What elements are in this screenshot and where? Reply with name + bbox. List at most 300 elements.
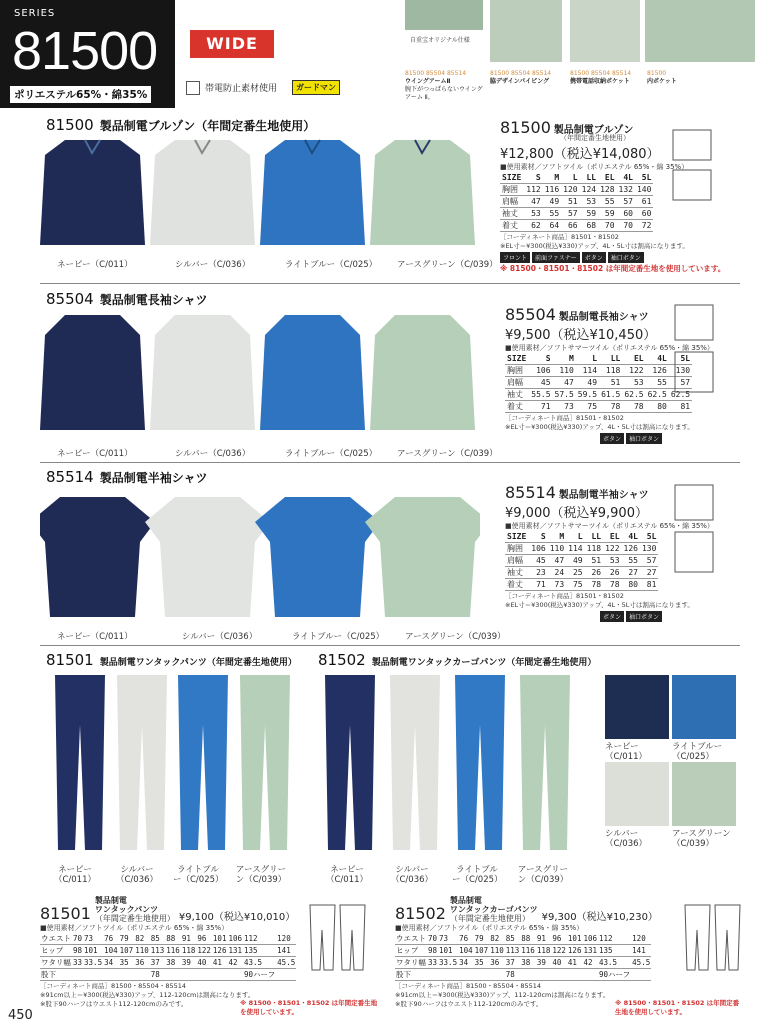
- jacket-size-cell: 47: [524, 195, 542, 207]
- pants-a-info-name2: ワンタックパンツ: [94, 905, 159, 914]
- pants-b-size-cell: 33: [428, 958, 438, 967]
- jacket-title-text: 製品制電ブルゾン（年間定番生地使用）: [99, 119, 316, 133]
- jacket-size-cell: L: [561, 172, 579, 183]
- long-shirt-size-cell: 62.5: [670, 389, 691, 399]
- pants-b-size-cell: [631, 969, 651, 981]
- pants-b-size-cell: [427, 969, 438, 981]
- pants-b-size-cell: 101: [438, 945, 458, 957]
- pants-a-size-cell: 106: [228, 934, 243, 943]
- pants-a-caption-4: アースグリーン（C/039）: [235, 865, 287, 885]
- jacket-size-cell: 55: [543, 207, 561, 219]
- short-shirt-size-cell: 胸囲: [505, 542, 529, 554]
- jacket-photos: [40, 135, 480, 255]
- jacket-size-cell: 61: [635, 195, 653, 207]
- short-shirt-size-cell: 26: [603, 566, 621, 578]
- detail-caption-4: [647, 70, 707, 86]
- jacket-info-price: ¥12,800（税込¥14,080）: [500, 147, 660, 162]
- short-shirt-size-cell: 75: [566, 578, 584, 590]
- long-shirt-note2: ※EL寸＝¥300(税込¥330)アップ、4L・5L寸は割高になります。: [505, 422, 694, 431]
- pants-b-size-cell: 33.5: [439, 958, 458, 967]
- short-shirt-size-table: [505, 531, 658, 591]
- jacket-size-row: [500, 172, 653, 183]
- pants-a-size-cell: [227, 969, 243, 981]
- detail-photo-3: [570, 0, 640, 62]
- short-shirt-size-cell: 49: [566, 554, 584, 566]
- pants-a-size-cell: 112: [243, 933, 276, 945]
- pants-b-size-row: [395, 933, 651, 945]
- jacket-size-cell: 128: [600, 184, 615, 194]
- long-shirt-size-cell: 51: [599, 376, 622, 388]
- pants-b-info-name2: ワンタックカーゴパンツ: [449, 905, 538, 914]
- short-shirt-title-num: 85514: [46, 468, 94, 486]
- pants-a-size-cell: 104: [104, 946, 118, 955]
- long-shirt-info-price: ¥9,500（税込¥10,450）: [505, 328, 657, 343]
- jacket-size-cell: 66: [561, 219, 579, 231]
- jacket-size-cell: 68: [580, 219, 598, 231]
- pants-b-size-cell: [567, 969, 583, 981]
- short-shirt-photos: [40, 492, 480, 622]
- jacket-size-table: [500, 172, 653, 232]
- pants-b-size-cell: ワタリ幅: [396, 958, 426, 967]
- short-shirt-info-price: ¥9,000（税込¥9,900）: [505, 506, 648, 521]
- pants-a-size-row: [40, 933, 296, 945]
- long-shirt-caption-silver: シルバー（C/036）: [175, 449, 251, 459]
- jacket-caption-silver: シルバー（C/036）: [175, 260, 251, 270]
- pants-a-size-cell: 135: [243, 945, 276, 957]
- pants-a-size-cell: [165, 969, 181, 981]
- long-shirt-size-cell: M: [553, 353, 576, 364]
- short-shirt-size-cell: 81: [640, 578, 658, 590]
- short-shirt-info-num: 85514: [505, 483, 556, 502]
- short-shirt-caption-lightblue: ライトブルー（C/025）: [292, 632, 385, 642]
- pants-b-size-cell: 118: [536, 946, 551, 955]
- guardman-text: ガードマン: [296, 83, 337, 92]
- pants-b-caption-1: ネービー（C/011）: [325, 865, 369, 885]
- long-shirt-size-cell: 53: [622, 376, 645, 388]
- pants-b-size-cell: 126: [567, 946, 582, 955]
- pants-b-size-cell: 36: [489, 957, 505, 969]
- jacket-size-cell: 胸囲: [500, 183, 524, 195]
- jacket-size-row: [500, 183, 653, 195]
- swatch-label-lightblue: ライトブルー（C/025）: [672, 742, 723, 762]
- pants-b-info-price: ¥9,300（税込¥10,230）: [541, 912, 658, 923]
- jacket-silver: [150, 140, 255, 245]
- short-shirt-size-cell: 126: [623, 543, 638, 553]
- long-shirt-info: [505, 305, 775, 444]
- long-shirt-size-cell: 61.5: [601, 389, 621, 399]
- long-shirt-size-cell: 130: [669, 364, 692, 376]
- pants-b-size-cell: 120: [631, 933, 651, 945]
- pants-b-size-cell: 43.5: [598, 957, 631, 969]
- detail-caption-3: [570, 70, 645, 86]
- pants-a-size-cell: 107: [119, 946, 134, 955]
- pants-a-size-cell: ワタリ幅: [41, 958, 71, 967]
- pants-a-size-cell: 120: [276, 933, 296, 945]
- pants-b-size-cell: 101: [567, 934, 582, 943]
- short-shirt-size-cell: 71: [529, 578, 547, 590]
- pants-a-info-spec: ■使用素材／ソフトツイル（ポリエステル 65%・綿 35%）: [40, 924, 229, 932]
- jacket-size-row: [500, 207, 653, 219]
- long-shirt-size-row: [505, 400, 692, 412]
- pants-a-size-cell: 141: [276, 945, 296, 957]
- pants-b-info-name: 製品制電: [449, 896, 482, 905]
- pants-b-note2: ※91cm以上＝¥300(税込¥330)アップ、112-120cmは割高になります。: [395, 991, 610, 999]
- pants-a-size-cell: 45.5: [277, 958, 296, 967]
- jacket-size-cell: 64: [543, 219, 561, 231]
- short-shirt-size-cell: L: [566, 531, 584, 542]
- pants-a-size-row: [40, 969, 296, 981]
- detail-top-text: 自重宝オリジナル仕様: [410, 37, 470, 44]
- jacket-tag-3: ボタン: [582, 252, 606, 263]
- pants-b-size-table: [395, 933, 651, 981]
- long-shirt-size-cell: 80: [646, 400, 669, 412]
- pants-b-size-cell: 98: [428, 946, 438, 955]
- pants-b-size-cell: ウエスト: [396, 934, 426, 943]
- pants-a-size-cell: 股下: [40, 969, 72, 981]
- pants-a-size-cell: 36: [134, 957, 150, 969]
- jacket-size-row: [500, 195, 653, 207]
- long-shirt-size-cell: EL: [622, 353, 645, 364]
- pants-a-size-cell: 33.5: [84, 958, 103, 967]
- pants-a-size-cell: [83, 969, 103, 981]
- jacket-size-cell: 59: [598, 207, 616, 219]
- detail-codes-1: 81500 85504 85514: [405, 70, 467, 77]
- pants-a-line-drawing: [300, 900, 370, 975]
- jacket-size-cell: 72: [635, 219, 653, 231]
- pants-b-size-cell: 113: [505, 946, 520, 955]
- long-shirt-size-table: [505, 353, 692, 413]
- pants-b-size-cell: 122: [552, 946, 566, 955]
- long-shirt-size-cell: 胸囲: [505, 364, 529, 376]
- long-shirt-size-cell: 110: [553, 364, 576, 376]
- pants-b-size-cell: [520, 969, 536, 981]
- short-shirt-size-cell: 78: [585, 578, 603, 590]
- long-shirt-size-cell: LL: [599, 353, 622, 364]
- pants-b-size-cell: 90ハーフ: [599, 970, 631, 979]
- pants-a-size-cell: 85: [150, 933, 166, 945]
- pants-b-size-cell: 82: [489, 933, 505, 945]
- pants-a-num: 81501: [46, 651, 94, 669]
- pants-a-size-cell: 122: [197, 946, 211, 955]
- long-shirt-size-cell: 75: [576, 400, 599, 412]
- long-shirt-size-cell: 59.5: [577, 389, 598, 399]
- pants-a-size-cell: [119, 969, 135, 981]
- short-shirt-size-cell: 23: [529, 566, 547, 578]
- long-shirt-caption-lightblue: ライトブルー（C/025）: [285, 449, 378, 459]
- jacket-note1: ［コーディネート商品］81501・81502: [500, 232, 619, 241]
- long-shirt-title-text: 製品制電長袖シャツ: [99, 293, 208, 307]
- pants-a-size-cell: 40: [196, 957, 212, 969]
- long-shirt-info-name: 製品制電長袖シャツ: [558, 312, 649, 323]
- short-shirt-size-cell: 114: [568, 543, 583, 553]
- short-shirt-note2: ※EL寸＝¥300(税込¥330)アップ、4L・5L寸は割高になります。: [505, 600, 694, 609]
- pants-b-size-cell: 131: [583, 946, 598, 955]
- pants-b-size-cell: 135: [598, 945, 631, 957]
- short-shirt-section-title: [46, 468, 207, 486]
- pants-a-size-cell: 82: [134, 933, 150, 945]
- pants-b-size-cell: 96: [551, 933, 567, 945]
- pants-b-size-cell: 79: [474, 933, 490, 945]
- short-shirt-size-cell: 118: [586, 543, 602, 553]
- pants-b-size-cell: [438, 969, 458, 981]
- pants-b-size-cell: 78: [505, 969, 521, 981]
- pants-b-caption-3: ライトブルー（C/025）: [452, 865, 503, 885]
- jacket-info-sub: （年間定番生地使用）: [560, 134, 630, 142]
- long-shirt-size-cell: 122: [622, 364, 645, 376]
- jacket-size-cell: 132: [618, 184, 633, 194]
- pants-b-size-cell: 41: [567, 957, 583, 969]
- pants-a-size-cell: 43.5: [243, 957, 276, 969]
- pants-b-size-cell: 37: [505, 957, 521, 969]
- long-shirt-size-row: [505, 364, 692, 376]
- pants-b-size-cell: [551, 969, 567, 981]
- pants-a-size-cell: 96: [196, 933, 212, 945]
- feature-row: [186, 80, 340, 95]
- short-shirt-size-cell: 55: [622, 554, 640, 566]
- short-shirt-size-cell: 27: [640, 566, 658, 578]
- short-shirt-tags: [505, 611, 775, 622]
- pants-a-size-cell: 116: [166, 946, 180, 955]
- jacket-size-cell: M: [543, 172, 561, 183]
- pants-b-size-cell: 34: [458, 957, 474, 969]
- short-shirt-size-cell: 106: [531, 543, 546, 553]
- pants-b-size-cell: 35: [474, 957, 490, 969]
- long-shirt-note1: ［コーディネート商品］81501・81502: [505, 413, 624, 422]
- antistatic-icon: [186, 81, 200, 95]
- long-shirt-size-cell: 55.5: [531, 389, 551, 399]
- short-shirt-size-cell: LL: [585, 531, 603, 542]
- pants-a-size-cell: 90ハーフ: [244, 970, 276, 979]
- long-shirt-caption-green: アースグリーン（C/039）: [397, 449, 498, 459]
- pants-a-size-cell: 70: [73, 934, 83, 943]
- material-label: ポリエステル65%・綿35%: [10, 86, 151, 103]
- pants-b-size-cell: 85: [505, 933, 521, 945]
- long-shirt-caption-navy: ネービー（C/011）: [57, 449, 133, 459]
- pants-a-size-row: [40, 957, 296, 969]
- pants-b-size-cell: 38: [520, 957, 536, 969]
- jacket-size-cell: 112: [526, 184, 541, 194]
- pants-a-size-cell: 126: [212, 946, 227, 955]
- pants-b-size-cell: [536, 969, 552, 981]
- long-shirt-tag-2: 袖口ボタン: [626, 433, 662, 444]
- pants-a-caption-3: ライトブルー（C/025）: [173, 865, 224, 885]
- pants-a-size-cell: 118: [181, 946, 196, 955]
- swatch-lightblue: [672, 675, 736, 739]
- pants-b-size-row: [395, 945, 651, 957]
- jacket-note2: ※EL寸＝¥300(税込¥330)アップ、4L・5L寸は割高になります。: [500, 241, 689, 250]
- pants-a-note3: ※股下90ハーフはウエスト112-120cmのみです。: [40, 1000, 188, 1008]
- jacket-size-cell: 53: [580, 195, 598, 207]
- swatch-label-navy: ネービー（C/011）: [605, 742, 648, 762]
- long-shirt-size-cell: 55: [646, 376, 669, 388]
- jacket-size-cell: S: [524, 172, 542, 183]
- jacket-caption-green: アースグリーン（C/039）: [397, 260, 498, 270]
- jacket-info: [500, 118, 780, 274]
- divider-3: [40, 645, 740, 646]
- long-shirt-photos: [40, 310, 480, 435]
- long-shirt-size-cell: 57.5: [554, 389, 574, 399]
- jacket-size-cell: 116: [544, 184, 560, 194]
- long-shirt-size-cell: 62.5: [647, 389, 667, 399]
- short-shirt-info: [505, 483, 775, 622]
- pants-a-size-cell: 42: [227, 957, 243, 969]
- short-shirt-line-drawing: [672, 480, 717, 580]
- pants-b-size-cell: 107: [474, 946, 489, 955]
- pants-a-size-cell: 34: [103, 957, 119, 969]
- pants-a-size-cell: [276, 969, 296, 981]
- detail-photo-4: [645, 0, 755, 62]
- long-shirt-size-cell: 5L: [669, 353, 692, 364]
- pants-a-note2: ※91cm以上＝¥300(税込¥330)アップ、112-120cmは割高になります。: [40, 991, 255, 999]
- detail-codes-3: 81500 85504 85514: [570, 70, 632, 77]
- pants-b-info-spec: ■使用素材／ソフトツイル（ポリエステル 65%・綿 35%）: [395, 924, 584, 932]
- short-shirt-size-cell: 73: [548, 578, 566, 590]
- pants-b-line-drawing: [680, 900, 750, 975]
- pants-b-num: 81502: [318, 651, 366, 669]
- long-shirt-info-num: 85504: [505, 305, 556, 324]
- pants-a-size-cell: ヒップ: [40, 945, 72, 957]
- pants-b-size-row: [395, 969, 651, 981]
- long-shirt-size-row: [505, 353, 692, 364]
- pants-a-size-cell: 76: [103, 933, 119, 945]
- short-shirt-note1: ［コーディネート商品］81501・81502: [505, 591, 624, 600]
- pants-a-size-cell: 78: [150, 969, 166, 981]
- divider-1: [40, 283, 740, 284]
- series-number: 81500: [12, 21, 158, 81]
- jacket-size-cell: 62: [524, 219, 542, 231]
- jacket-caption-navy: ネービー（C/011）: [57, 260, 133, 270]
- long-shirt-size-cell: 57: [669, 376, 692, 388]
- jacket-line-drawing: [670, 125, 715, 210]
- long-shirt-size-cell: 着丈: [505, 400, 529, 412]
- jacket-size-cell: 袖丈: [500, 207, 524, 219]
- jacket-title-num: 81500: [46, 116, 94, 134]
- pants-a-size-cell: 37: [150, 957, 166, 969]
- short-shirt-size-cell: 57: [640, 554, 658, 566]
- detail-caption-1: [405, 70, 485, 102]
- pants-b-size-cell: 42: [582, 957, 598, 969]
- jacket-size-cell: 53: [524, 207, 542, 219]
- jacket-size-cell: LL: [580, 172, 598, 183]
- jacket-size-cell: 57: [617, 195, 635, 207]
- pants-b-title: [318, 651, 596, 669]
- swatch-label-silver: シルバー（C/036）: [605, 829, 648, 849]
- pants-b-red-note: ※ 81500・81501・81502 は年間定番生地を使用しています。: [615, 999, 740, 1016]
- jacket-size-cell: SIZE: [500, 172, 524, 183]
- detail-photos: [405, 0, 765, 118]
- jacket-info-name: 製品制電ブルゾン: [553, 125, 634, 136]
- jacket-tag-1: フロント: [500, 252, 530, 263]
- long-shirt-size-cell: 126: [646, 364, 669, 376]
- detail-photo-1: [405, 0, 483, 30]
- pants-b-size-cell: 40: [551, 957, 567, 969]
- short-shirt-size-cell: S: [529, 531, 547, 542]
- short-shirt-tag-2: 袖口ボタン: [626, 611, 662, 622]
- pants-a-info-sub: （年間定番生地使用）: [94, 914, 175, 923]
- jacket-info-spec: ■使用素材／ソフトツイル（ポリエステル 65%・綿 35%）: [500, 163, 689, 171]
- long-shirt-size-cell: 106: [529, 364, 552, 376]
- divider-2: [40, 462, 740, 463]
- short-shirt-size-cell: SIZE: [505, 531, 529, 542]
- short-shirt-title-text: 製品制電半袖シャツ: [99, 471, 208, 485]
- pants-b-size-cell: [458, 969, 474, 981]
- detail-caption-2: [490, 70, 565, 86]
- pants-b-size-cell: 70: [428, 934, 438, 943]
- jacket-green: [370, 140, 475, 245]
- pants-a-size-cell: 131: [228, 946, 243, 955]
- swatch-green: [672, 762, 736, 826]
- jacket-caption-lightblue: ライトブルー（C/025）: [285, 260, 378, 270]
- pants-a-size-cell: 98: [73, 946, 83, 955]
- jacket-size-cell: 60: [635, 207, 653, 219]
- jacket-size-cell: 60: [617, 207, 635, 219]
- long-shirt-size-cell: 肩幅: [505, 376, 529, 388]
- short-shirt-size-cell: 47: [548, 554, 566, 566]
- short-shirt-info-name: 製品制電半袖シャツ: [558, 490, 649, 501]
- pants-b-size-cell: 91: [536, 933, 552, 945]
- long-shirt-size-cell: 81: [669, 400, 692, 412]
- pants-b-size-cell: 116: [521, 946, 535, 955]
- pants-a-size-cell: 110: [135, 946, 149, 955]
- long-shirt-info-spec: ■使用素材／ソフトサマーツイル（ポリエステル 65%・綿 35%）: [505, 344, 714, 352]
- short-shirt-size-cell: 26: [585, 566, 603, 578]
- pants-b-note1: ［コーディネート商品］81500・85504・85514: [395, 982, 542, 990]
- short-shirt-caption-navy: ネービー（C/011）: [57, 632, 133, 642]
- pants-a-text: 製品制電ワンタックパンツ（年間定番生地使用）: [99, 658, 297, 668]
- long-shirt-size-cell: 4L: [646, 353, 669, 364]
- series-label: SERIES: [14, 8, 56, 19]
- jacket-info-num: 81500: [500, 118, 551, 137]
- pants-b-info-sub: （年間定番生地使用）: [449, 914, 530, 923]
- pants-b-size-cell: 76: [458, 933, 474, 945]
- short-shirt-tag-1: ボタン: [600, 611, 624, 622]
- pants-b-caption-2: シルバー（C/036）: [390, 865, 434, 885]
- short-shirt-size-cell: 51: [585, 554, 603, 566]
- long-shirt-size-cell: 71: [529, 400, 552, 412]
- jacket-size-cell: EL: [598, 172, 616, 183]
- jacket-tags: [500, 252, 780, 263]
- jacket-tag-2: 前面ファスナー: [532, 252, 580, 263]
- pants-b-size-cell: 110: [490, 946, 504, 955]
- short-shirt-size-cell: 122: [605, 543, 620, 553]
- pants-a-size-cell: [212, 969, 228, 981]
- pants-a-caption-2: シルバー（C/036）: [115, 865, 159, 885]
- pants-b-caption-4: アースグリーン（C/039）: [517, 865, 569, 885]
- jacket-size-cell: 5L: [635, 172, 653, 183]
- long-shirt-size-cell: 62.5: [624, 389, 644, 399]
- short-shirt-size-cell: 80: [622, 578, 640, 590]
- detail-codes-4: 81500: [647, 70, 667, 77]
- jacket-size-cell: 57: [561, 207, 579, 219]
- pants-a-info-price: ¥9,100（税込¥10,010）: [178, 912, 296, 923]
- long-shirt-size-cell: 47: [553, 376, 576, 388]
- short-shirt-size-cell: 25: [566, 566, 584, 578]
- short-shirt-size-row: [505, 531, 658, 542]
- short-shirt-size-cell: 53: [603, 554, 621, 566]
- short-shirt-size-row: [505, 554, 658, 566]
- pants-a-size-cell: 39: [181, 957, 197, 969]
- jacket-navy: [40, 140, 145, 245]
- page-number: 450: [8, 1008, 33, 1023]
- pants-a-size-cell: 35: [119, 957, 135, 969]
- long-shirt-size-cell: 78: [599, 400, 622, 412]
- pants-a-size-cell: 73: [83, 933, 103, 945]
- jacket-red-note: ※ 81500・81501・81502 は年間定番生地を使用しています。: [500, 263, 726, 273]
- short-shirt-size-cell: 肩幅: [505, 554, 529, 566]
- jacket-size-cell: 着丈: [500, 219, 524, 231]
- pants-b-text: 製品制電ワンタックカーゴパンツ（年間定番生地使用）: [371, 658, 597, 668]
- long-shirt-title-num: 85504: [46, 290, 94, 308]
